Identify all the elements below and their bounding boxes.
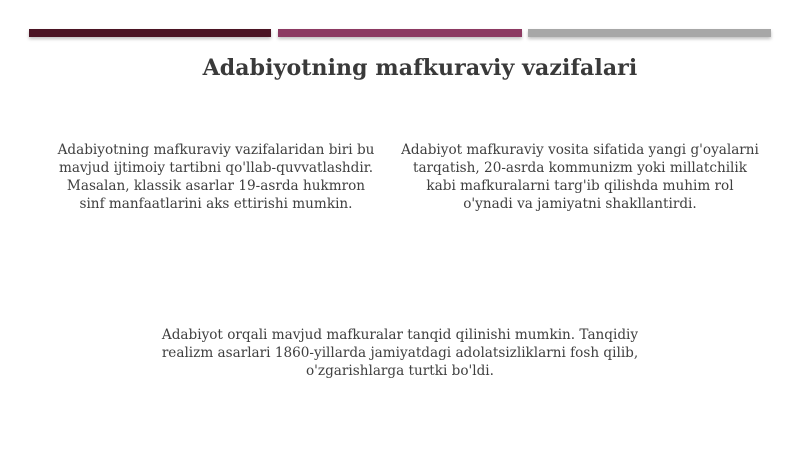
- paragraph-right: Adabiyot mafkuraviy vosita sifatida yangi g'oyalarni tarqatish, 20-asrda kommunizm yoki millatchilik kabi mafkuralarni targ'ib qilishda muhim rol o'ynadi va jamiyatni shakllantirdi.: [401, 142, 759, 212]
- accent-bar-gray: [528, 29, 771, 37]
- paragraph-left: Adabiyotning mafkuraviy vazifalaridan biri bu mavjud ijtimoiy tartibni qo'llab-quvvatlashdir. Masalan, klassik asarlar 19-asrda hukmron sinf manfaatlarini aks ettirishi mumkin.: [57, 142, 375, 212]
- slide-title: Adabiyotning mafkuraviy vazifalari: [202, 55, 638, 81]
- accent-bar-dark-red: [29, 29, 271, 37]
- paragraph-bottom: Adabiyot orqali mavjud mafkuralar tanqid qilinishi mumkin. Tanqidiy realizm asarlari 1860-yillarda jamiyatdagi adolatsizliklarni fosh qilib, o'zgarishlarga turtki bo'ldi.: [161, 327, 639, 379]
- accent-bar-magenta: [278, 29, 522, 37]
